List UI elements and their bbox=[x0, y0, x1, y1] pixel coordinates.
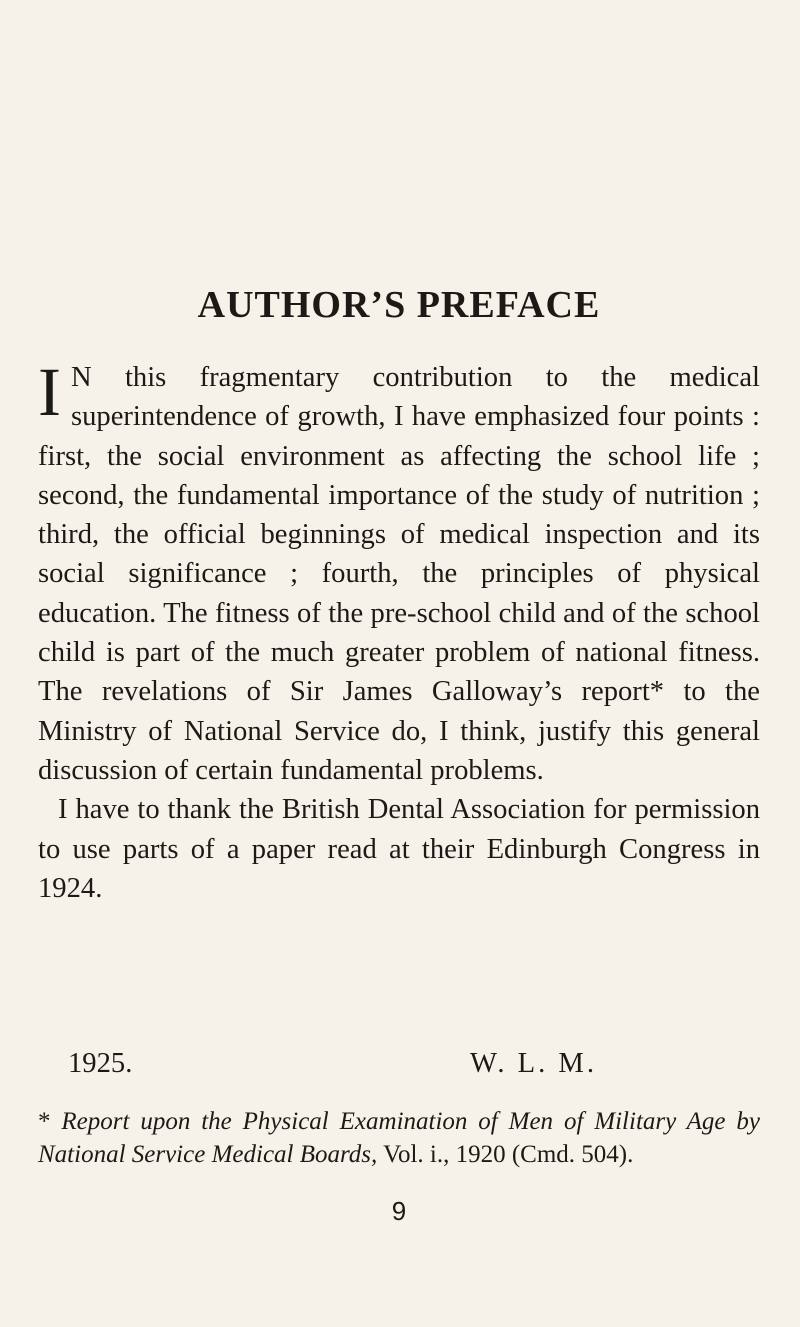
paragraph-1-text: N this fragmentary contribution to the medical superintendence of growth, I have emphasized four points : first, the social environment as affecting the school life ; second, the fundamental importance of the study of nutrition ; third, the official beginnings of medical inspection and its social significance ; fourth, the principles of physical education. The fitness of the pre-school child and of the school child is part of the much greater problem of national fitness. The revelations of Sir James Galloway’s report* to the Ministry of National Service do, I think, justify this general discussion of certain fundamental problems. bbox=[38, 362, 760, 786]
paragraph-2: I have to thank the British Dental Association for permission to use parts of a paper read at their Edinburgh Congress in 1924. bbox=[38, 794, 760, 904]
signoff-year: 1925. bbox=[68, 1048, 133, 1079]
signoff bbox=[38, 1048, 760, 1088]
paragraph-1 bbox=[38, 354, 760, 790]
footnote-marker: * bbox=[38, 1108, 51, 1135]
document-page bbox=[38, 0, 760, 1327]
page-number: 9 bbox=[391, 1196, 407, 1226]
author-initials: W. L. M. bbox=[470, 1048, 597, 1079]
footnote-citation: Vol. i., 1920 (Cmd. 504). bbox=[383, 1140, 634, 1168]
footnote bbox=[38, 1106, 760, 1171]
preface-body bbox=[38, 354, 760, 908]
footnote-title: Report upon the Physical Examination of Men of Military Age by National Service Medical Boards, bbox=[38, 1108, 761, 1168]
preface-heading: AUTHOR’S PREFACE bbox=[197, 284, 601, 326]
drop-cap: I bbox=[38, 354, 61, 430]
